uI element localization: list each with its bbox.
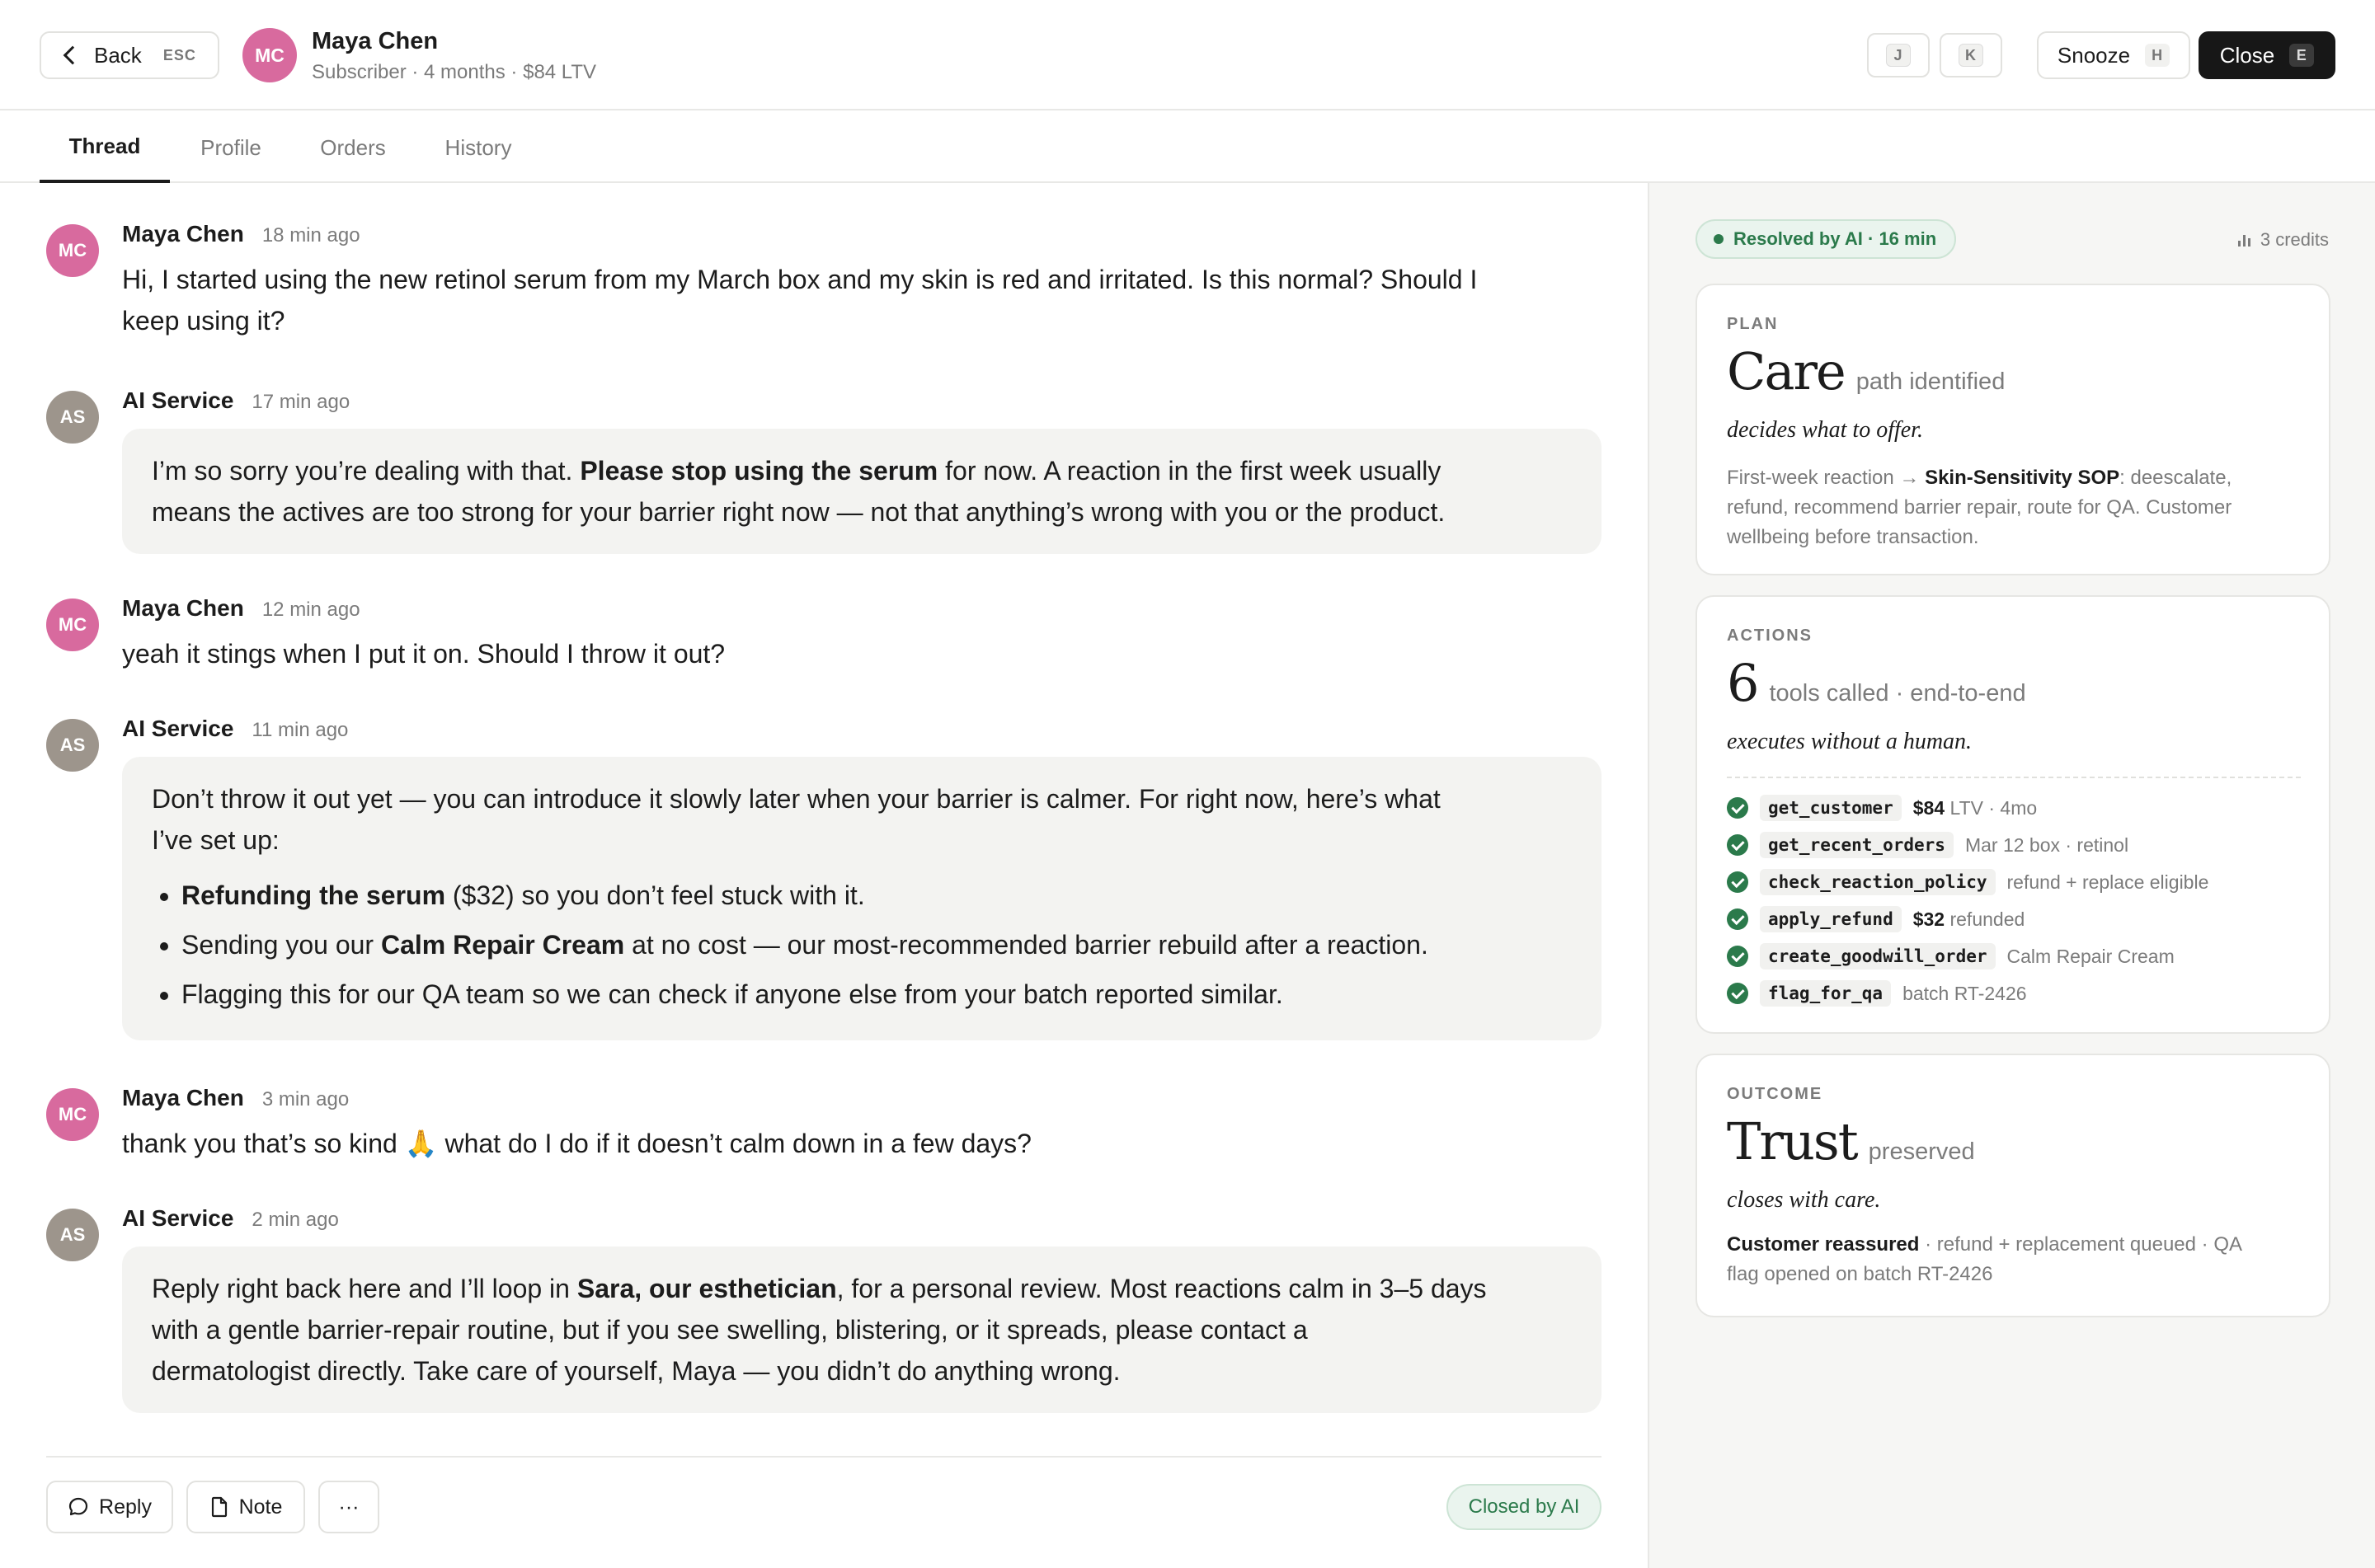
divider (1727, 777, 2301, 778)
headline-rest: path identified (1855, 369, 2006, 395)
check-circle-icon (1727, 908, 1748, 930)
list-item (181, 920, 1572, 969)
tool-call-row (1727, 793, 2037, 823)
document-icon (209, 1496, 229, 1518)
description-line: refund, recommend barrier repair, route for QA. Customer (1727, 496, 2232, 519)
tool-name: check_reaction_policy (1760, 869, 1996, 895)
message-bubble (122, 757, 1601, 1040)
message-time: 18 min ago (261, 224, 360, 246)
text-segment: LTV · 4mo (1945, 796, 2038, 819)
card-tagline: decides what to offer. (1727, 417, 1923, 443)
text-segment: : deescalate, (2119, 467, 2232, 489)
message-time: 11 min ago (252, 719, 349, 741)
text-bold: $32 (1912, 908, 1945, 930)
message-header (122, 1085, 349, 1111)
message (46, 387, 1601, 552)
customer-avatar: MC (242, 28, 297, 82)
message-line (152, 1268, 1572, 1309)
check-circle-icon (1727, 946, 1748, 967)
customer-subtitle: Subscriber · 4 months · $84 LTV (312, 61, 597, 83)
text-segment: Sending you our (181, 930, 381, 960)
message (46, 716, 1601, 1054)
snooze-button[interactable] (2037, 31, 2190, 79)
credits-label: 3 credits (2260, 229, 2329, 250)
snooze-label: Snooze (2057, 42, 2131, 68)
plan-card (1695, 284, 2330, 575)
card-headline (1727, 653, 2026, 713)
reply-label: Reply (99, 1495, 152, 1519)
text-bold: Refunding the serum (181, 880, 446, 910)
text-segment: First-week reaction → (1727, 467, 1926, 489)
text-segment: Reply right back here and I’ll loop in (152, 1274, 577, 1303)
message-text: yeah it stings when I put it on. Should I throw it out? (122, 639, 726, 669)
message-line: keep using it? (122, 306, 285, 336)
headline-word: 6 (1727, 653, 1758, 713)
message-text (122, 259, 1477, 341)
close-shortcut: E (2289, 44, 2314, 67)
credits-indicator (2238, 229, 2329, 251)
message-header (122, 595, 360, 622)
card-tagline: closes with care. (1727, 1187, 1881, 1213)
message-line (152, 450, 1572, 491)
more-icon: ··· (338, 1495, 360, 1519)
message-text: thank you that’s so kind 🙏 what do I do if it doesn’t calm down in a few days? (122, 1129, 1032, 1158)
text-bold: Skin-Sensitivity SOP (1925, 467, 2120, 489)
card-tagline: executes without a human. (1727, 729, 1973, 754)
text-bold: Please stop using the serum (580, 456, 938, 486)
tool-name: apply_refund (1760, 906, 1902, 932)
list-item: • Flagging this for our QA team so we can check if anyone else from your batch reported similar. (181, 969, 1572, 1019)
snooze-shortcut: H (2145, 44, 2170, 67)
composer-divider (46, 1456, 1601, 1458)
tab-profile[interactable]: Profile (200, 134, 261, 160)
status-dot-icon (1714, 234, 1724, 244)
message-author: AI Service (122, 387, 234, 413)
back-shortcut: ESC (162, 46, 196, 63)
resolution-panel (1648, 183, 2375, 1568)
message-time: 17 min ago (252, 391, 350, 413)
text-bold: Sara, our esthetician (576, 1274, 837, 1303)
actions-card (1695, 595, 2330, 1034)
check-circle-icon (1727, 871, 1748, 893)
message-header (122, 387, 350, 414)
bar-chart-icon (2238, 233, 2250, 246)
tool-name: get_recent_orders (1760, 832, 1954, 858)
headline-rest: preserved (1868, 1138, 1975, 1165)
customer-name: Maya Chen (312, 28, 439, 54)
message-time: 12 min ago (261, 599, 360, 621)
customer-avatar: MC (46, 1088, 99, 1141)
message (46, 221, 1601, 345)
description-line (1727, 463, 2304, 493)
message-line: Don’t throw it out yet — you can introduce it slowly later when your barrier is calmer. For right now, here’s what (152, 784, 1441, 814)
status-badge: Closed by AI (1446, 1484, 1601, 1530)
message-bubble (122, 1246, 1601, 1413)
message-line: with a gentle barrier-repair routine, but if you see swelling, blistering, or it spreads, please contact a (152, 1315, 1308, 1345)
tab-thread[interactable]: Thread (40, 112, 170, 183)
chat-bubble-icon (68, 1496, 89, 1518)
previous-shortcut: J (1886, 44, 1911, 67)
outcome-card (1695, 1054, 2330, 1317)
tab-bar (0, 112, 2375, 183)
text-segment: ($32) so you don’t feel stuck with it. (445, 880, 865, 910)
headline-word: Care (1727, 341, 1845, 401)
resolved-badge (1695, 219, 1956, 259)
text-segment: for now. A reaction in the first week usually (938, 456, 1441, 486)
tool-call-row (1727, 867, 2208, 897)
tab-history[interactable]: History (444, 134, 512, 160)
message-header (122, 221, 360, 247)
ai-avatar: AS (46, 719, 99, 772)
message-line: dermatologist directly. Take care of yourself, Maya — you didn’t do anything wrong. (152, 1356, 1121, 1386)
message-author: Maya Chen (122, 595, 244, 621)
outcome-highlight: Customer reassured (1727, 1233, 1920, 1256)
text-segment: I’m so sorry you’re dealing with that. (152, 456, 581, 486)
message-bubble (122, 429, 1601, 554)
message-author: Maya Chen (122, 1085, 244, 1110)
action-list (152, 871, 1572, 1019)
back-button[interactable] (40, 31, 219, 79)
customer-avatar: MC (46, 224, 99, 277)
tool-result: Mar 12 box · retinol (1964, 833, 2129, 856)
message-header (122, 1205, 339, 1232)
back-label: Back (94, 42, 142, 68)
next-ticket-button[interactable] (1940, 33, 2002, 77)
card-label: PLAN (1727, 315, 1779, 333)
message-thread (0, 183, 1648, 1568)
note-label: Note (238, 1495, 283, 1519)
text-segment: at no cost — our most-recommended barrier rebuild after a reaction. (624, 930, 1428, 960)
text-segment: refunded (1945, 908, 2025, 930)
message-line: means the actives are too strong for your barrier right now — not that anything’s wrong with you or the product. (152, 497, 1446, 527)
check-circle-icon (1727, 983, 1748, 1004)
resolved-label: Resolved by AI · 16 min (1733, 228, 1937, 249)
reply-button[interactable] (46, 1481, 173, 1533)
tool-result (1913, 908, 2025, 931)
description-line: wellbeing before transaction. (1727, 526, 1979, 548)
headline-rest: tools called · end-to-end (1769, 680, 2026, 707)
card-label: ACTIONS (1727, 627, 1813, 645)
previous-ticket-button[interactable] (1867, 33, 1930, 77)
card-headline (1727, 1111, 1975, 1171)
chevron-left-icon (63, 46, 82, 65)
tool-result: Calm Repair Cream (2006, 945, 2175, 967)
tool-call-row (1727, 941, 2175, 971)
message-author: AI Service (122, 716, 234, 741)
text-bold: $84 (1912, 796, 1945, 819)
description-line (1727, 1230, 2304, 1260)
tool-name: create_goodwill_order (1760, 943, 1996, 969)
description-line: flag opened on batch RT-2426 (1727, 1263, 1993, 1285)
message (46, 595, 1601, 678)
tab-orders[interactable]: Orders (320, 134, 386, 160)
close-label: Close (2219, 42, 2275, 68)
check-circle-icon (1727, 797, 1748, 819)
check-circle-icon (1727, 834, 1748, 856)
text-segment: , for a personal review. Most reactions calm in 3–5 days (836, 1274, 1487, 1303)
message-time: 2 min ago (252, 1209, 339, 1231)
tool-result (1913, 797, 2037, 819)
card-label: OUTCOME (1727, 1085, 1823, 1103)
customer-avatar: MC (46, 599, 99, 651)
message-time: 3 min ago (261, 1088, 350, 1110)
close-ticket-button[interactable] (2199, 31, 2335, 79)
message-header (122, 716, 348, 742)
headline-word: Trust (1727, 1111, 1857, 1171)
tool-name: flag_for_qa (1760, 980, 1891, 1007)
next-shortcut: K (1959, 44, 1983, 67)
list-item (181, 871, 1572, 920)
tool-result: refund + replace eligible (2006, 871, 2209, 893)
tool-call-row (1727, 830, 2128, 860)
text-bold: Calm Repair Cream (380, 930, 625, 960)
card-headline (1727, 341, 2005, 401)
note-button[interactable] (186, 1481, 305, 1533)
ai-avatar: AS (46, 1209, 99, 1261)
tool-result: batch RT-2426 (1902, 982, 2027, 1004)
message-line: Hi, I started using the new retinol serum from my March box and my skin is red and irritated. Is this normal? Should I (122, 265, 1478, 294)
message-line: I’ve set up: (152, 825, 280, 855)
ai-avatar: AS (46, 391, 99, 444)
card-description (1727, 1230, 2304, 1289)
message (46, 1085, 1601, 1167)
tool-call-row (1727, 979, 2027, 1008)
more-options-button[interactable] (318, 1481, 379, 1533)
message-author: AI Service (122, 1205, 234, 1231)
card-description (1727, 463, 2304, 552)
ticket-header (0, 0, 2375, 110)
message-author: Maya Chen (122, 221, 244, 246)
tool-name: get_customer (1760, 795, 1902, 821)
tool-call-row (1727, 904, 2025, 934)
text-segment: · refund + replacement queued · QA (1919, 1233, 2242, 1256)
